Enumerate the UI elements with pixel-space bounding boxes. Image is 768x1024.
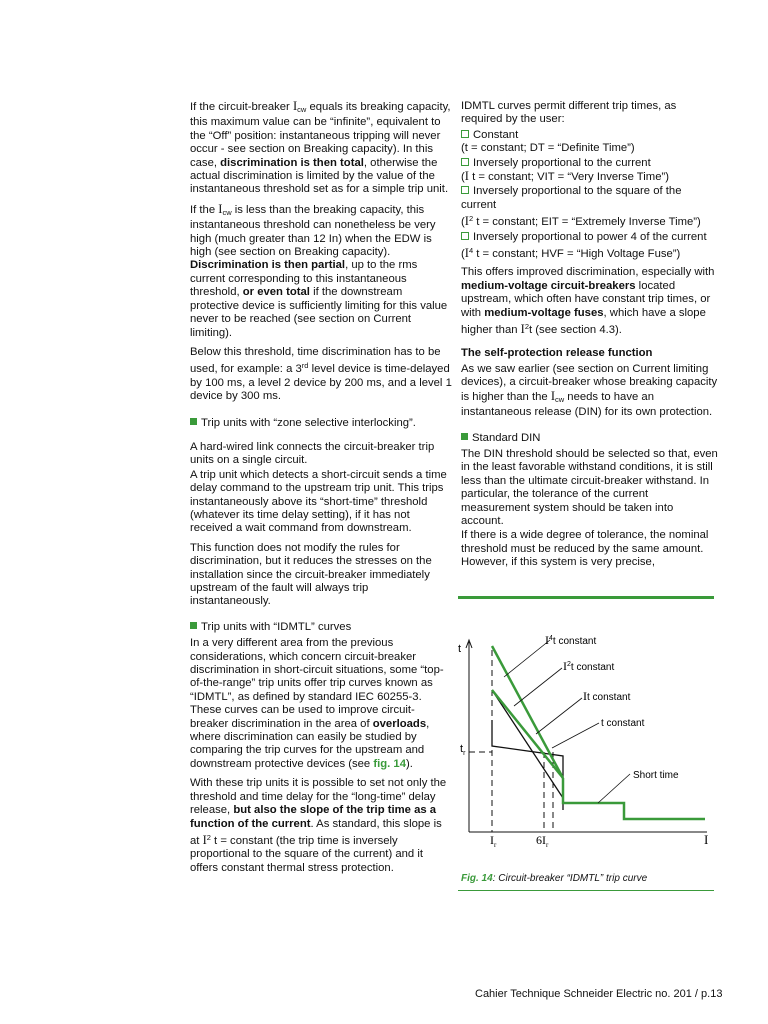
- paragraph: If there is a wide degree of tolerance, the nominal threshold must be reduced by the same amount. However, if this system is very precise,: [461, 529, 709, 569]
- x-axis-label: I: [704, 832, 709, 847]
- text-run: if the downstream protective device is sufficiently limiting for this value never to be reached (see section on Current limiting).: [190, 286, 448, 339]
- text-run: cw: [222, 207, 232, 217]
- text-run: I: [490, 833, 494, 847]
- text-run: Below this threshold, time discrimination has to be used, for example: a 3: [190, 345, 441, 376]
- i4t-constant-curve: [492, 646, 563, 778]
- text-run: t = constant; HVF = “High Voltage Fuse”): [473, 248, 681, 261]
- paragraph: [461, 363, 719, 420]
- text-run: , where discrimination can easily be studied by comparing the trip curves for the upstream and downstream protective devices (see: [190, 717, 430, 770]
- short-time-curve: [563, 778, 705, 819]
- paragraph: A hard-wired link connects the circuit-breaker trip units on a single circuit.: [190, 440, 435, 467]
- text-run: Discrimination is then partial: [190, 259, 346, 272]
- bullet-heading: [190, 621, 452, 634]
- text-run: Inversely proportional to the current: [473, 156, 651, 169]
- dashed-guides: [469, 650, 553, 832]
- text-run: Trip units with “zone selective interlocking”.: [201, 416, 416, 429]
- right-column: [461, 100, 719, 576]
- text-run: 4: [468, 246, 474, 256]
- text-run: or even total: [242, 286, 310, 299]
- text-run: Trip units with “IDMTL” curves: [201, 620, 352, 633]
- text-run: needs to have an instantaneous release (DIN) for its own protection.: [461, 390, 713, 419]
- text-run: 2: [468, 214, 474, 224]
- it-label: [583, 689, 631, 703]
- paragraph: This function does not modify the rules for discrimination, but it reduces the stresses on the installation since the circuit-breaker immediately upstream of the fault will always trip instantaneously.: [190, 541, 432, 608]
- tr-label: [460, 743, 466, 757]
- bullet-heading: [190, 417, 452, 430]
- text-run: I: [563, 659, 567, 673]
- figure-top-rule: [458, 596, 714, 599]
- text-run: ).: [406, 757, 413, 770]
- text-run: t (see section 4.3).: [529, 324, 622, 337]
- green-square-icon: [461, 433, 468, 440]
- text-run: t constant: [552, 636, 597, 647]
- text-run: located upstream, which often have constant trip times, or with: [461, 279, 711, 319]
- left-column: [190, 100, 452, 881]
- option-hvf: Inversely proportional to power 4 of the current ($I^4$ t = constant; HVF = “High Voltage Fuse”): [461, 230, 707, 261]
- open-square-icon: [461, 186, 469, 194]
- text-run: t = constant; VIT = “Very Inverse Time”): [468, 171, 670, 184]
- text-run: but also the slope of the trip time as a function of the current: [190, 804, 437, 830]
- paragraph: [190, 100, 452, 197]
- idmtl-trip-curve-diagram: [452, 630, 722, 865]
- open-square-icon: [461, 130, 469, 138]
- text-run: 2: [206, 832, 211, 842]
- i4t-label: [545, 633, 596, 647]
- text-run: equals its breaking capacity, this maximum value can be “infinite”, equivalent to the “Off” position: instantaneous tripping will never occur - see section on Breaking capacity). In this case,: [190, 101, 451, 169]
- bullet-heading: [461, 432, 719, 445]
- paragraph: IDMTL curves permit different trip times, as required by the user:: [461, 100, 677, 126]
- paragraph: The DIN threshold should be selected so that, even in the least favorable withstand conditions, it is still less than the ultimate circuit-breaker withstand. In particular, the tolerance of the current measurement system should be taken into account.: [461, 447, 718, 527]
- green-square-icon: [190, 622, 197, 629]
- it-constant-curve: [492, 690, 563, 798]
- text-run: medium-voltage circuit-breakers: [461, 279, 636, 292]
- text-run: I: [464, 214, 469, 229]
- text-run: I: [202, 832, 207, 847]
- text-run: . As standard, this slope is at: [190, 817, 442, 847]
- paragraph: [190, 637, 452, 771]
- text-run: overloads: [372, 717, 427, 730]
- caption-label: Fig. 14: [461, 873, 493, 884]
- text-run: , up to the rms current corresponding to this instantaneous threshold,: [190, 259, 418, 299]
- fig-14-reference: fig. 14: [373, 757, 406, 770]
- section-heading: The self-protection release function: [461, 346, 653, 359]
- text-run: This offers improved discrimination, especially with: [461, 266, 715, 279]
- figure-caption: [461, 873, 647, 884]
- text-run: If the: [190, 203, 219, 216]
- paragraph: [190, 203, 452, 340]
- text-run: t = constant; EIT = “Extremely Inverse Time”): [473, 216, 701, 229]
- text-run: If the circuit-breaker: [190, 101, 293, 113]
- ir-label: [490, 833, 497, 849]
- text-run: medium-voltage fuses: [484, 306, 604, 319]
- text-run: Standard DIN: [472, 431, 541, 444]
- i2t-constant-curve: [492, 690, 563, 778]
- i2t-label: [563, 659, 614, 673]
- leader-t: [552, 723, 599, 748]
- open-square-icon: [461, 158, 469, 166]
- leader-i4t: [504, 640, 550, 677]
- paragraph: [190, 346, 452, 404]
- text-run: I: [464, 246, 469, 261]
- paragraph: A trip unit which detects a short-circuit sends a time delay command to the upstream trip unit. This trips instantaneously above its “short-time” threshold (whatever its time delay setting), if it has not received a wait command from downstream.: [190, 468, 447, 535]
- text-run: t: [460, 743, 464, 755]
- y-axis-label: t: [458, 643, 462, 655]
- caption-text: : Circuit-breaker “IDMTL” trip curve: [492, 873, 648, 884]
- option-eit: Inversely proportional to the square of the current ($I^2$ t = constant; EIT = “Extremely Inverse Time”): [461, 185, 701, 229]
- text-run: With these trip units it is possible to set not only the threshold and time delay for the “long-time” delay release,: [190, 777, 447, 817]
- text-run: cw: [297, 105, 307, 114]
- paragraph: [190, 777, 452, 875]
- text-run: Inversely proportional to power 4 of the current: [473, 230, 707, 243]
- text-run: I: [292, 99, 298, 113]
- t-constant-label: t constant: [601, 718, 645, 729]
- text-run: discrimination is then total: [220, 156, 364, 169]
- text-run: I: [520, 322, 525, 337]
- text-run: 6I: [536, 833, 546, 847]
- option-vit: Inversely proportional to the current (I t = constant; VIT = “Very Inverse Time”): [461, 156, 670, 184]
- text-run: rd: [301, 361, 309, 371]
- text-run: As we saw earlier (see section on Current limiting devices), a circuit-breaker whose breaking capacity is higher than the: [461, 362, 718, 403]
- text-run: Constant: [473, 128, 519, 141]
- text-run: cw: [554, 394, 565, 404]
- black-curves: [492, 690, 563, 810]
- paragraph: [461, 266, 719, 337]
- option-constant: [461, 129, 719, 156]
- text-run: Inversely proportional to the square of the current: [461, 185, 682, 211]
- text-run: level device is time-delayed by 100 ms, a level 2 device by 200 ms, and a level 1 device by 300 ms.: [190, 363, 452, 403]
- text-run: I: [218, 201, 223, 216]
- text-run: is less than the breaking capacity, this instantaneous threshold can nonetheless be very high (much greater than 12 In) when the EDW is high (see section on Breaking capacity).: [190, 203, 436, 259]
- leader-i2t: [514, 668, 562, 706]
- text-run: I: [545, 633, 549, 647]
- text-run: t constant: [570, 662, 615, 673]
- text-run: 4: [549, 635, 553, 642]
- green-square-icon: [190, 418, 197, 425]
- short-time-label: Short time: [633, 770, 679, 781]
- leader-it: [536, 698, 582, 734]
- text-run: t constant: [587, 692, 631, 703]
- text-run: (t = constant; DT = “Definite Time”): [461, 142, 635, 155]
- text-run: t = constant (the trip time is inversely proportional to the square of the current) and it offers constant thermal stress protection.: [190, 834, 423, 874]
- text-run: r: [546, 841, 549, 849]
- text-run: I: [550, 388, 555, 403]
- text-run: In a very different area from the previous considerations, which concern circuit-breaker discrimination in short-circuit situations, some “top-of-the-range” trip units offer trip curves known as “IDMTL”, as defined by standard IEC 60255-3. These curves can be used to improve circuit-breaker discrimination in the area of: [190, 637, 444, 730]
- figure-bottom-rule: [458, 890, 714, 891]
- leader-short-time: [598, 774, 630, 803]
- text-run: 2: [524, 322, 530, 332]
- text-run: I: [464, 169, 469, 184]
- text-run: I: [583, 689, 587, 703]
- page-footer: Cahier Technique Schneider Electric no. 201 / p.13: [475, 988, 723, 1000]
- text-run: , which have a slope higher than: [461, 306, 706, 337]
- open-square-icon: [461, 232, 469, 240]
- text-run: , otherwise the actual discrimination is limited by the value of the instantaneous threshold set as for a simple trip unit.: [190, 156, 449, 196]
- 6ir-label: [536, 833, 549, 849]
- text-run: 2: [567, 661, 571, 668]
- text-run: r: [463, 750, 466, 757]
- text-run: r: [494, 841, 497, 849]
